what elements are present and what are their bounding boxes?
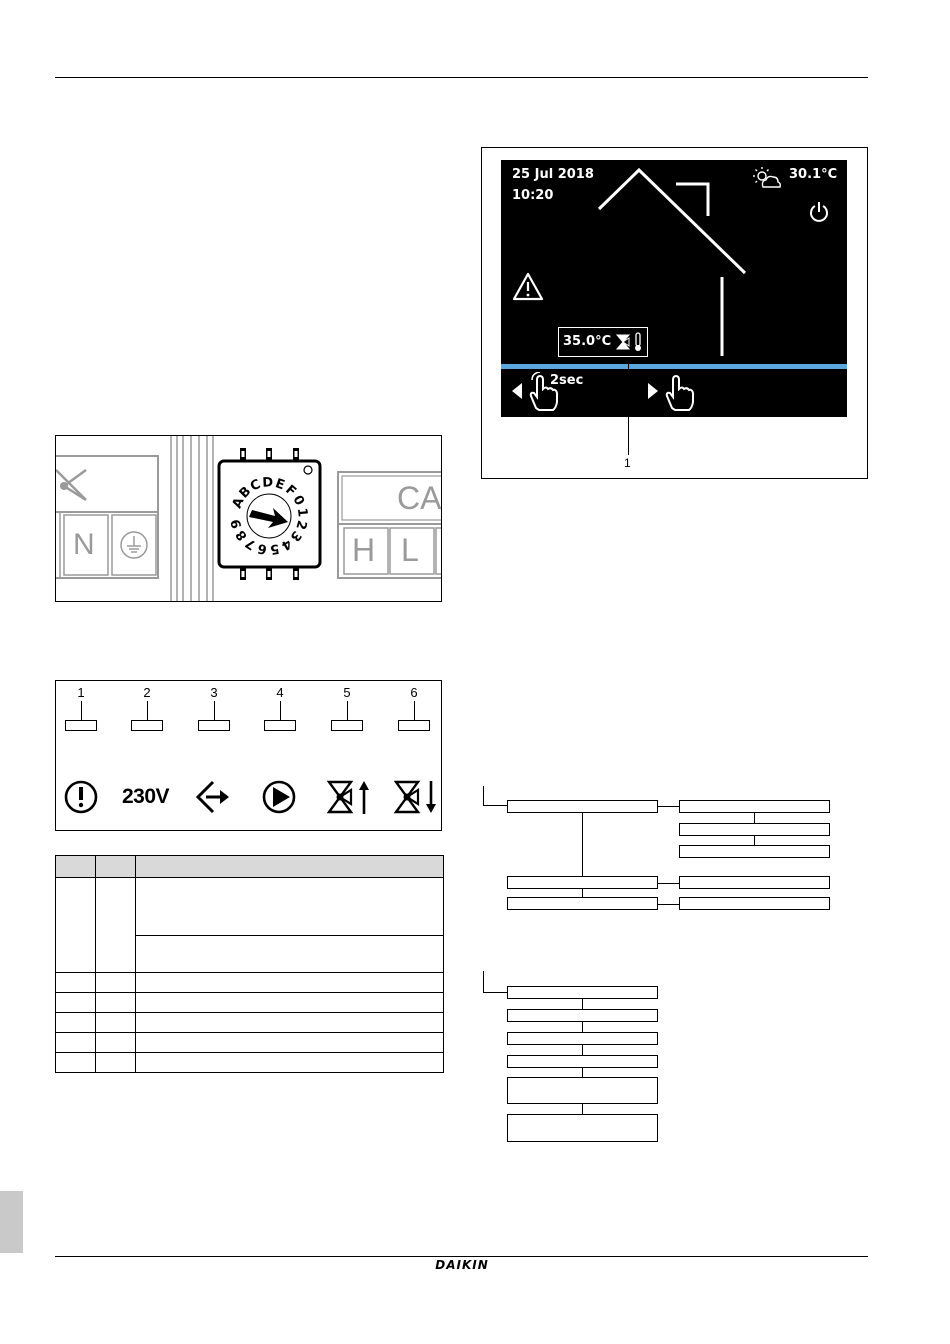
led-number-6: 6: [410, 685, 418, 700]
led-1: [65, 720, 97, 731]
table-cell: [96, 993, 136, 1013]
tree-connector: [582, 1022, 583, 1032]
valve-icon: [56, 466, 90, 504]
footer-rule: [55, 1256, 868, 1257]
screen-date: 25 Jul 2018: [512, 167, 594, 182]
table-cell: [56, 993, 96, 1013]
table-header-row: [56, 856, 444, 878]
led-stem: [414, 701, 415, 720]
table-cell: [136, 1053, 444, 1073]
power-icon[interactable]: [808, 201, 830, 223]
dial-character: 5: [268, 540, 281, 557]
callout-number: 1: [624, 456, 631, 470]
side-tab: [0, 1191, 23, 1253]
voltage-label: 230V: [122, 785, 170, 808]
led-number-5: 5: [343, 685, 351, 700]
status-bar: [501, 364, 847, 369]
dial-character: 0: [289, 493, 307, 509]
table-cell: [136, 878, 444, 936]
dial-character: 8: [233, 526, 251, 544]
connector-label: CA: [397, 480, 442, 516]
table-header-cell: [56, 856, 96, 878]
header-rule: [55, 77, 868, 78]
tree-node: [679, 845, 830, 858]
table-cell: [96, 1033, 136, 1053]
terminal-label-n: N: [73, 528, 95, 561]
thermometer-icon: [633, 332, 643, 352]
led-number-3: 3: [210, 685, 218, 700]
valve-close-icon: [394, 780, 440, 816]
dial-character: 9: [228, 517, 246, 530]
led-stem: [347, 701, 348, 720]
arrow-left-icon[interactable]: [511, 382, 523, 400]
warning-icon[interactable]: [512, 272, 544, 301]
table-cell: [56, 1033, 96, 1053]
table-header-cell: [136, 856, 444, 878]
led-number-1: 1: [77, 685, 85, 700]
rotary-switch-figure: [55, 435, 442, 602]
tree-connector: [582, 999, 583, 1009]
tree-connector: [657, 904, 679, 905]
dial-character: 3: [286, 527, 305, 545]
table-cell: [56, 878, 96, 973]
table-row: [56, 1033, 444, 1053]
led-stem: [81, 701, 82, 720]
brand-logo: DAIKIN: [435, 1258, 489, 1272]
leaving-water-temperature: 35.0°C: [563, 334, 612, 349]
tree-node: [507, 1055, 658, 1068]
led-4: [264, 720, 296, 731]
table-cell: [96, 1053, 136, 1073]
arrow-right-icon[interactable]: [647, 382, 659, 400]
exclamation-icon: [64, 780, 98, 814]
dial-character: E: [273, 476, 287, 494]
hold-duration-label: 2sec: [550, 373, 584, 388]
hand-pointer-icon[interactable]: [663, 372, 697, 412]
tree-node: [679, 823, 830, 836]
dial-character: 1: [293, 507, 310, 518]
tree-connector: [582, 1104, 583, 1114]
table-cell: [136, 993, 444, 1013]
tree-node: [507, 876, 658, 889]
screen-time: 10:20: [512, 188, 554, 203]
rotary-dial-characters: [216, 448, 326, 584]
valve-icon: [615, 333, 631, 351]
tree-node: [507, 1032, 658, 1045]
table-row: [56, 1013, 444, 1033]
led-5: [331, 720, 363, 731]
table-cell: [56, 1013, 96, 1033]
table-row: [56, 993, 444, 1013]
dial-character: 7: [243, 534, 259, 553]
dial-character: B: [236, 484, 255, 502]
tree-connector: [483, 971, 484, 993]
led-stem: [147, 701, 148, 720]
tree-node: [679, 897, 830, 910]
dial-character: 2: [292, 518, 310, 532]
pump-icon: [262, 780, 296, 814]
tree-node: [679, 876, 830, 889]
leaving-water-temp-box[interactable]: [558, 327, 648, 357]
dial-character: 4: [278, 535, 294, 553]
controller-screen: [501, 160, 847, 417]
table-cell: [96, 878, 136, 973]
table-cell: [56, 973, 96, 993]
table-cell: [136, 1013, 444, 1033]
callout-line: [628, 357, 629, 455]
dial-character: 6: [256, 540, 269, 557]
tree-connector: [754, 813, 755, 823]
tree-connector: [483, 786, 484, 806]
table-row: [56, 973, 444, 993]
tree-node: [507, 897, 658, 910]
table-cell: [96, 1013, 136, 1033]
led-stem: [214, 701, 215, 720]
tree-node: [507, 1077, 658, 1104]
led-6: [398, 720, 430, 731]
tree-connector: [483, 992, 507, 993]
table-cell: [96, 973, 136, 993]
table-header-cell: [96, 856, 136, 878]
tree-node: [507, 1114, 658, 1142]
outdoor-temperature: 30.1°C: [789, 167, 838, 182]
communication-arrow-icon: [196, 780, 232, 814]
table-cell: [136, 1033, 444, 1053]
table-cell: [136, 973, 444, 993]
led-stem: [280, 701, 281, 720]
table-cell: [56, 1053, 96, 1073]
led-2: [131, 720, 163, 731]
table-row: [56, 1053, 444, 1073]
dial-character: D: [262, 475, 274, 491]
tree-connector: [657, 883, 679, 884]
partly-cloudy-icon: [751, 166, 783, 190]
tree-node: [507, 1009, 658, 1022]
tree-connector: [657, 806, 679, 807]
dial-character: F: [282, 482, 299, 500]
table-row: [56, 878, 444, 936]
tree-node: [507, 800, 658, 813]
dial-character: A: [229, 495, 248, 511]
led-number-2: 2: [143, 685, 151, 700]
tree-connector: [582, 1045, 583, 1055]
tree-node: [507, 986, 658, 999]
table-cell: [136, 936, 444, 973]
valve-open-icon: [327, 780, 373, 816]
led-3: [198, 720, 230, 731]
tree-node: [679, 800, 830, 813]
led-indicator-figure: [55, 680, 442, 831]
led-number-4: 4: [276, 685, 284, 700]
earth-icon: [118, 530, 150, 560]
terminal-label-l: L: [401, 532, 419, 568]
led-description-table: [55, 855, 444, 1073]
tree-connector: [483, 805, 507, 806]
dial-character: C: [248, 477, 264, 495]
tree-connector: [582, 813, 583, 877]
terminal-label-h: H: [352, 532, 376, 568]
